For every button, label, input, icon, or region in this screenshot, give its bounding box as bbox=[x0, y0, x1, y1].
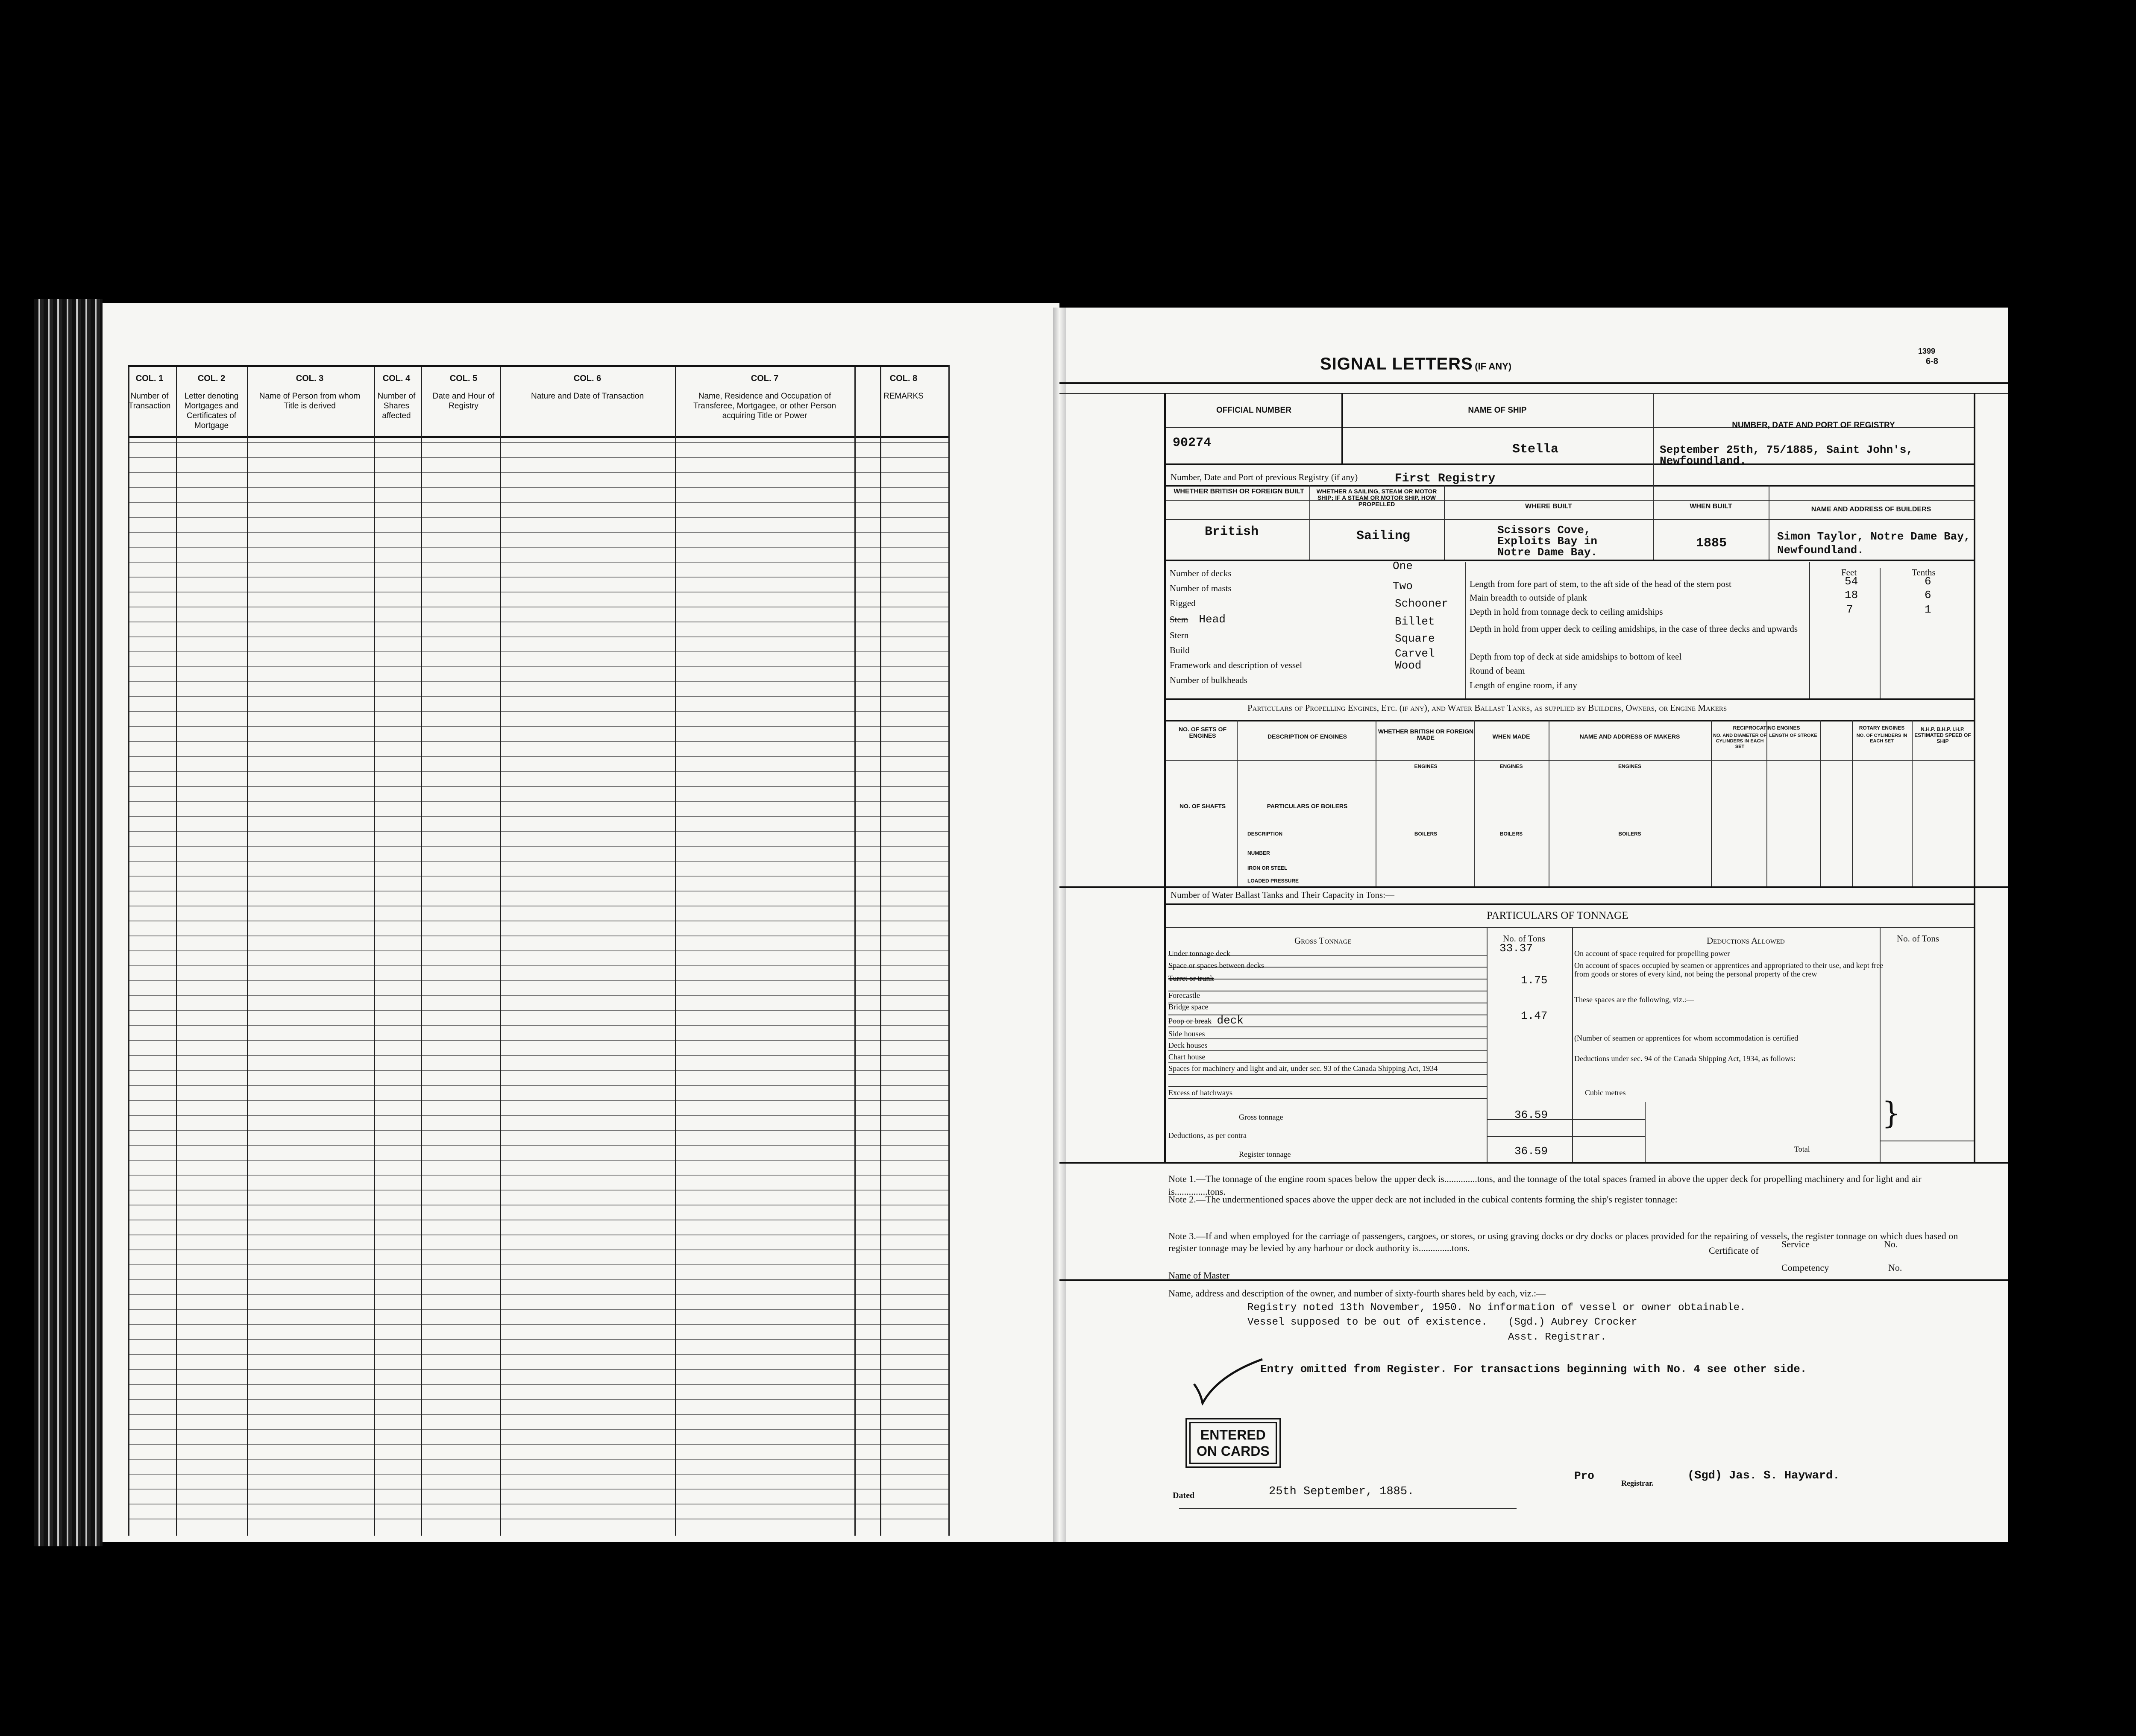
col7-header bbox=[679, 374, 850, 421]
col3-number: COL. 3 bbox=[296, 374, 324, 383]
deduction-seamen: On account of spaces occupied by seamen or apprentices and appropriated to their use, and kept free from goods or stores of every kind, not being the personal property of the crew bbox=[1574, 961, 1884, 978]
eng-boilers-title: PARTICULARS OF BOILERS bbox=[1267, 803, 1348, 809]
ledger-column-separator bbox=[880, 365, 881, 1536]
boiler-iron-steel: IRON OR STEEL bbox=[1247, 865, 1288, 871]
ledger-top-rule bbox=[128, 365, 948, 367]
ledger-ruled-line bbox=[128, 935, 948, 936]
col6-number: COL. 6 bbox=[573, 374, 601, 383]
form-horizontal-rule bbox=[1164, 500, 1974, 501]
gross-poop-label bbox=[1168, 1014, 1244, 1027]
ledger-ruled-line bbox=[128, 1264, 948, 1265]
gross-hatchways-label: Excess of hatchways bbox=[1168, 1088, 1232, 1097]
book-page-edges bbox=[34, 299, 103, 1546]
eng-engines-made: ENGINES bbox=[1414, 763, 1438, 769]
builders-header: NAME AND ADDRESS OF BUILDERS bbox=[1811, 506, 1931, 513]
where-built-value: Scissors Cove, Exploits Bay in Notre Dame Bay. bbox=[1497, 524, 1598, 559]
deduction-propelling: On account of space required for propelling power bbox=[1574, 949, 1730, 958]
ledger-ruled-line bbox=[128, 696, 948, 697]
gross-between-decks-label: Space or spaces between decks bbox=[1168, 961, 1264, 970]
british-foreign-header: WHETHER BRITISH OR FOREIGN BUILT bbox=[1174, 488, 1304, 495]
ledger-ruled-line bbox=[128, 876, 948, 877]
ledger-ruled-line bbox=[128, 1399, 948, 1400]
col8-header bbox=[861, 374, 946, 401]
col6-header bbox=[504, 374, 671, 401]
official-number-label: OFFICIAL NUMBER bbox=[1216, 406, 1291, 415]
form-vertical-rule bbox=[1164, 393, 1166, 1162]
ledger-ruled-line bbox=[128, 1040, 948, 1041]
form-horizontal-rule bbox=[1168, 1038, 1487, 1039]
col4-desc: Number of Shares affected bbox=[377, 392, 416, 420]
eng-boilers-when: BOILERS bbox=[1499, 831, 1523, 837]
deduction-cubic: Cubic metres bbox=[1585, 1088, 1626, 1097]
registry-label: NUMBER, DATE AND PORT OF REGISTRY bbox=[1732, 421, 1895, 430]
stem-label bbox=[1170, 613, 1226, 626]
ledger-column-separator bbox=[421, 365, 422, 1536]
owners-line-2: Vessel supposed to be out of existence. bbox=[1247, 1317, 1488, 1328]
ledger-ruled-line bbox=[128, 1279, 948, 1280]
ledger-ruled-line bbox=[128, 1100, 948, 1101]
gross-tonnage-value: 36.59 bbox=[1514, 1108, 1548, 1121]
form-vertical-rule bbox=[1852, 720, 1853, 886]
ledger-ruled-line bbox=[128, 487, 948, 488]
dim-depth-tenths: 1 bbox=[1925, 603, 1931, 616]
boiler-number: NUMBER bbox=[1247, 850, 1270, 856]
form-horizontal-rule bbox=[1179, 1508, 1517, 1509]
decks-label: Number of decks bbox=[1170, 568, 1232, 578]
form-vertical-rule bbox=[1820, 720, 1821, 886]
dim-length-feet: 54 bbox=[1845, 575, 1858, 588]
left-register-page bbox=[103, 303, 1059, 1542]
gross-forecastle-label: Forecastle bbox=[1168, 991, 1200, 1000]
eng-h-desc: DESCRIPTION OF ENGINES bbox=[1268, 733, 1347, 740]
form-horizontal-rule bbox=[1168, 1074, 1487, 1075]
build-value: Carvel bbox=[1395, 647, 1435, 660]
gross-poop-label-added: deck bbox=[1217, 1014, 1244, 1027]
entered-on-cards-stamp bbox=[1185, 1418, 1281, 1468]
form-vertical-rule bbox=[1474, 720, 1475, 886]
ledger-ruled-line bbox=[128, 532, 948, 533]
gross-bridge-label: Bridge space bbox=[1168, 1003, 1209, 1011]
owners-signature-title: Asst. Registrar. bbox=[1508, 1331, 1607, 1343]
deduction-spaces: These spaces are the following, viz.:— bbox=[1574, 995, 1694, 1004]
ledger-ruled-line bbox=[128, 1459, 948, 1460]
dim-depth-upper-label: Depth in hold from upper deck to ceiling amidships, in the case of three decks and upwards bbox=[1470, 624, 1798, 634]
col2-number: COL. 2 bbox=[197, 374, 226, 383]
form-vertical-rule bbox=[1809, 562, 1810, 698]
page-mark: 6-8 bbox=[1926, 357, 1938, 366]
ledger-ruled-line bbox=[128, 666, 948, 667]
name-of-ship-label: NAME OF SHIP bbox=[1468, 406, 1527, 415]
dim-round-beam-label: Round of beam bbox=[1470, 666, 1525, 676]
dim-engine-room-label: Length of engine room, if any bbox=[1470, 680, 1577, 690]
engines-title: Particulars of Propelling Engines, Etc. (if any), and Water Ballast Tanks, as supplied by Builders, Owners, or Engine Makers bbox=[1247, 703, 1727, 713]
col1-number: COL. 1 bbox=[135, 374, 164, 383]
builders-value: Simon Taylor, Notre Dame Bay, Newfoundland. bbox=[1777, 530, 1971, 557]
gross-poop-value: 1.47 bbox=[1521, 1009, 1548, 1022]
ledger-ruled-line bbox=[128, 547, 948, 548]
deduction-certified: (Number of seamen or apprentices for whom accommodation is certified bbox=[1574, 1034, 1799, 1042]
where-built-header: WHERE BUILT bbox=[1525, 503, 1572, 510]
form-vertical-rule bbox=[1237, 720, 1238, 886]
register-tonnage-value: 36.59 bbox=[1514, 1145, 1548, 1158]
ledger-ruled-line bbox=[128, 771, 948, 772]
ledger-ruled-line bbox=[128, 950, 948, 951]
gross-chart-house-label: Chart house bbox=[1168, 1053, 1206, 1061]
ledger-ruled-line bbox=[128, 1384, 948, 1385]
col1-header bbox=[128, 374, 171, 411]
ledger-ruled-line bbox=[128, 965, 948, 966]
form-horizontal-rule bbox=[1487, 1136, 1645, 1137]
ledger-ruled-line bbox=[128, 1414, 948, 1415]
form-horizontal-rule bbox=[1059, 1162, 2008, 1164]
ledger-ruled-line bbox=[128, 801, 948, 802]
ledger-ruled-line bbox=[128, 681, 948, 682]
form-vertical-rule bbox=[1711, 720, 1712, 886]
when-built-header: WHEN BUILT bbox=[1690, 503, 1732, 510]
propulsion-value: Sailing bbox=[1356, 529, 1411, 543]
rigged-value: Schooner bbox=[1395, 597, 1448, 610]
signal-letters-note: (IF ANY) bbox=[1475, 361, 1512, 372]
col3-desc: Name of Person from whom Title is derived bbox=[259, 392, 361, 411]
gross-poop-label-struck: Poop or break bbox=[1168, 1017, 1212, 1025]
eng-engines-when: ENGINES bbox=[1499, 763, 1523, 769]
form-horizontal-rule bbox=[1164, 560, 1974, 561]
form-vertical-rule bbox=[1341, 393, 1343, 463]
rigged-label: Rigged bbox=[1170, 598, 1196, 608]
ledger-ruled-line bbox=[128, 756, 948, 757]
form-vertical-rule bbox=[1912, 720, 1913, 886]
water-ballast-label: Number of Water Ballast Tanks and Their Capacity in Tons:— bbox=[1171, 890, 1394, 900]
deductions-brace: } bbox=[1882, 1096, 1901, 1131]
form-vertical-rule bbox=[1572, 927, 1573, 1162]
ledger-ruled-line bbox=[128, 816, 948, 817]
form-horizontal-rule bbox=[1168, 1086, 1487, 1087]
ledger-ruled-line bbox=[128, 517, 948, 518]
form-horizontal-rule bbox=[1487, 1119, 1645, 1120]
ledger-ruled-line bbox=[128, 1055, 948, 1056]
page-number: 1399 bbox=[1918, 347, 1936, 355]
col7-desc: Name, Residence and Occupation of Transferee, Mortgagee, or other Person acquiring Title or Power bbox=[693, 392, 836, 420]
framework-value: Wood bbox=[1395, 659, 1422, 672]
ledger-ruled-line bbox=[128, 1294, 948, 1295]
ledger-ruled-line bbox=[128, 1010, 948, 1011]
ledger-ruled-line bbox=[128, 1115, 948, 1116]
dim-depth-label: Depth in hold from tonnage deck to ceiling amidships bbox=[1470, 607, 1663, 617]
gross-machinery-label: Spaces for machinery and light and air, under sec. 93 of the Canada Shipping Act, 1934 bbox=[1168, 1064, 1438, 1073]
dim-breadth-tenths: 6 bbox=[1925, 589, 1931, 601]
form-vertical-rule bbox=[1974, 393, 1975, 1162]
col6-desc: Nature and Date of Transaction bbox=[531, 392, 644, 401]
previous-registry-label: Number, Date and Port of previous Registry (if any) bbox=[1171, 472, 1358, 482]
propulsion-header: WHETHER A SAILING, STEAM OR MOTOR SHIP; IF A STEAM OR MOTOR SHIP, HOW PROPELLED bbox=[1316, 488, 1437, 507]
certificate-service-label: Service bbox=[1781, 1239, 1810, 1249]
ledger-column-separator bbox=[374, 365, 375, 1536]
certificate-of-label: Certificate of bbox=[1709, 1245, 1759, 1256]
form-horizontal-rule bbox=[1164, 485, 1974, 487]
ledger-ruled-line bbox=[128, 577, 948, 578]
ledger-ruled-line bbox=[128, 651, 948, 652]
eng-boilers-makers: BOILERS bbox=[1618, 831, 1641, 837]
ledger-ruled-line bbox=[128, 741, 948, 742]
form-vertical-rule bbox=[1444, 485, 1445, 560]
dim-length-tenths: 6 bbox=[1925, 575, 1931, 588]
form-horizontal-rule bbox=[1164, 927, 1974, 928]
eng-sub-stroke: LENGTH OF STROKE bbox=[1769, 733, 1817, 738]
col5-header bbox=[425, 374, 502, 411]
form-horizontal-rule bbox=[1164, 519, 1974, 520]
ledger-ruled-line bbox=[128, 442, 948, 443]
when-built-value: 1885 bbox=[1696, 536, 1727, 551]
form-horizontal-rule bbox=[1164, 903, 1974, 905]
dim-length-label: Length from fore part of stem, to the aft side of the head of the stern post bbox=[1470, 579, 1731, 589]
eng-boilers-made: BOILERS bbox=[1414, 831, 1438, 837]
col8-desc: REMARKS bbox=[883, 392, 924, 401]
col3-header bbox=[252, 374, 367, 411]
ledger-ruled-line bbox=[128, 711, 948, 712]
eng-h-power: N.H.P. B.H.P. I.H.P. ESTIMATED SPEED OF SHIP bbox=[1914, 726, 1971, 744]
dim-depth-keel-label: Depth from top of deck at side amidships to bottom of keel bbox=[1470, 651, 1682, 662]
entry-omitted-note: Entry omitted from Register. For transactions beginning with No. 4 see other side. bbox=[1260, 1363, 1807, 1375]
ledger-header-rule bbox=[128, 436, 948, 438]
eng-h-makers: NAME AND ADDRESS OF MAKERS bbox=[1579, 733, 1680, 740]
ledger-ruled-line bbox=[128, 1309, 948, 1310]
ledger-ruled-line bbox=[128, 502, 948, 503]
deductions-header: Deductions Allowed bbox=[1707, 935, 1785, 946]
registrar-label: Registrar. bbox=[1621, 1479, 1654, 1487]
eng-shafts: NO. OF SHAFTS bbox=[1179, 803, 1226, 809]
deduction-total: Total bbox=[1794, 1145, 1810, 1153]
ledger-ruled-line bbox=[128, 1489, 948, 1490]
book-spine bbox=[1053, 308, 1066, 1542]
dim-depth-feet: 7 bbox=[1846, 603, 1853, 616]
framework-label: Framework and description of vessel bbox=[1170, 660, 1303, 670]
form-vertical-rule bbox=[1465, 562, 1466, 698]
gross-turret-value: 1.75 bbox=[1521, 974, 1548, 987]
feet-header: Feet bbox=[1841, 567, 1857, 578]
pro-label: Pro bbox=[1574, 1469, 1594, 1482]
gross-tonnage-header: Gross Tonnage bbox=[1294, 935, 1352, 946]
form-horizontal-rule bbox=[1164, 698, 1974, 700]
form-vertical-rule bbox=[1487, 927, 1488, 1162]
eng-h-made: WHETHER BRITISH OR FOREIGN MADE bbox=[1378, 728, 1474, 741]
checkmark-icon bbox=[1192, 1358, 1265, 1405]
tons-header: No. of Tons bbox=[1503, 933, 1546, 944]
form-horizontal-rule bbox=[1059, 886, 2008, 888]
owners-signature: (Sgd.) Aubrey Crocker bbox=[1508, 1317, 1637, 1328]
ledger-column-separator bbox=[854, 365, 856, 1536]
stern-label: Stern bbox=[1170, 630, 1189, 640]
dim-breadth-label: Main breadth to outside of plank bbox=[1470, 592, 1587, 603]
col4-number: COL. 4 bbox=[382, 374, 411, 383]
decks-value: One bbox=[1393, 560, 1413, 572]
registry-value: September 25th, 75/1885, Saint John's, Newfoundland. bbox=[1660, 443, 1913, 467]
gross-turret-label: Turret or trunk bbox=[1168, 974, 1214, 982]
ledger-ruled-line bbox=[128, 1429, 948, 1430]
ledger-ruled-line bbox=[128, 1324, 948, 1325]
ledger-ruled-line bbox=[128, 1354, 948, 1355]
gross-tonnage-label: Gross tonnage bbox=[1239, 1113, 1283, 1121]
masts-label: Number of masts bbox=[1170, 583, 1232, 593]
ship-name: Stella bbox=[1512, 442, 1559, 457]
ledger-ruled-line bbox=[128, 1145, 948, 1146]
ledger-column-separator bbox=[176, 365, 177, 1536]
stem-label-struck: Stem bbox=[1170, 614, 1188, 625]
build-label: Build bbox=[1170, 645, 1190, 655]
eng-h-rotary: ROTARY ENGINES bbox=[1859, 725, 1905, 731]
dim-breadth-feet: 18 bbox=[1845, 589, 1858, 601]
ledger-ruled-line bbox=[128, 786, 948, 787]
eng-h-reciprocating: RECIPROCATING ENGINES bbox=[1733, 725, 1800, 731]
col7-number: COL. 7 bbox=[751, 374, 779, 383]
note-2: Note 2.—The undermentioned spaces above the upper deck are not included in the cubical contents forming the ship's register tonnage: bbox=[1168, 1194, 1678, 1205]
col1-desc: Number of Transaction bbox=[128, 392, 171, 411]
eng-h-when: WHEN MADE bbox=[1492, 733, 1530, 740]
form-horizontal-rule bbox=[1168, 1050, 1487, 1051]
ledger-ruled-line bbox=[128, 1249, 948, 1250]
ledger-ruled-line bbox=[128, 1025, 948, 1026]
gross-under-deck-label: Under tonnage deck bbox=[1168, 949, 1230, 958]
stamp-line-2: ON CARDS bbox=[1197, 1443, 1270, 1459]
form-vertical-rule bbox=[1645, 1102, 1646, 1162]
ledger-ruled-line bbox=[128, 1474, 948, 1475]
certificate-competency-label: Competency bbox=[1781, 1262, 1829, 1273]
form-vertical-rule bbox=[1880, 568, 1881, 698]
eng-sub-rotary-cyl: NO. OF CYLINDERS IN EACH SET bbox=[1856, 733, 1907, 744]
form-horizontal-rule bbox=[1168, 1098, 1487, 1099]
ledger-column-separator bbox=[675, 365, 676, 1536]
ledger-ruled-line bbox=[128, 861, 948, 862]
ledger-ruled-line bbox=[128, 831, 948, 832]
registrar-value: (Sgd) Jas. S. Hayward. bbox=[1687, 1469, 1840, 1482]
ledger-column-separator bbox=[500, 365, 501, 1536]
official-number: 90274 bbox=[1173, 436, 1212, 450]
stern-value: Square bbox=[1395, 632, 1435, 645]
col5-desc: Date and Hour of Registry bbox=[432, 392, 495, 411]
master-label: Name of Master bbox=[1168, 1270, 1229, 1281]
stem-value: Billet bbox=[1395, 615, 1435, 628]
register-tonnage-label: Register tonnage bbox=[1239, 1150, 1291, 1158]
boiler-description: DESCRIPTION bbox=[1247, 831, 1283, 837]
british-foreign-value: British bbox=[1205, 525, 1259, 539]
signal-letters-label: SIGNAL LETTERS bbox=[1320, 355, 1473, 373]
ledger-ruled-line bbox=[128, 1339, 948, 1340]
form-vertical-rule bbox=[1766, 720, 1767, 886]
stamp-line-1: ENTERED bbox=[1200, 1427, 1266, 1443]
certificate-competency-no: No. bbox=[1888, 1262, 1902, 1273]
ledger-ruled-line bbox=[128, 1190, 948, 1191]
ledger-ruled-line bbox=[128, 1444, 948, 1445]
tons-header-right: No. of Tons bbox=[1897, 933, 1939, 944]
col8-number: COL. 8 bbox=[889, 374, 918, 383]
tenths-header: Tenths bbox=[1912, 567, 1936, 578]
eng-h-sets: NO. OF SETS OF ENGINES bbox=[1178, 726, 1226, 739]
gross-side-houses-label: Side houses bbox=[1168, 1029, 1205, 1038]
form-horizontal-rule bbox=[1168, 1062, 1487, 1063]
dated-label: Dated bbox=[1173, 1491, 1195, 1500]
gross-deck-houses-label: Deck houses bbox=[1168, 1041, 1208, 1050]
ledger-ruled-line bbox=[128, 636, 948, 637]
form-vertical-rule bbox=[1653, 393, 1654, 560]
bulkheads-label: Number of bulkheads bbox=[1170, 675, 1247, 685]
col2-header bbox=[177, 374, 246, 431]
eng-sub-cylinders: NO. AND DIAMETER OF CYLINDERS IN EACH SET bbox=[1713, 733, 1766, 749]
note-3: Note 3.—If and when employed for the carriage of passengers, cargoes, or stores, or using graving docks or dry docks or places provided for the repairing of vessels, the register tonnage on which dues based on register tonnage may be levied by any harbour or dock authority is..............tons. bbox=[1168, 1231, 1958, 1253]
col4-header bbox=[375, 374, 418, 421]
ledger-ruled-line bbox=[128, 846, 948, 847]
ledger-ruled-line bbox=[128, 1369, 948, 1370]
gross-under-deck-value: 33.37 bbox=[1499, 942, 1533, 955]
ledger-ruled-line bbox=[128, 1070, 948, 1071]
eng-engines-makers: ENGINES bbox=[1618, 763, 1641, 769]
ledger-ruled-line bbox=[128, 1085, 948, 1086]
ledger-ruled-line bbox=[128, 1130, 948, 1131]
stem-label-added: Head bbox=[1199, 613, 1226, 626]
deductions-contra-label: Deductions, as per contra bbox=[1168, 1131, 1247, 1140]
ledger-ruled-line bbox=[128, 562, 948, 563]
tonnage-title: PARTICULARS OF TONNAGE bbox=[1487, 910, 1628, 921]
col5-number: COL. 5 bbox=[449, 374, 478, 383]
ledger-column-separator bbox=[247, 365, 248, 1536]
owners-line-1: Registry noted 13th November, 1950. No information of vessel or owner obtainable. bbox=[1247, 1302, 1746, 1314]
ledger-column-separator bbox=[948, 365, 950, 1536]
form-horizontal-rule bbox=[1059, 393, 2008, 394]
certificate-service-no: No. bbox=[1884, 1239, 1898, 1249]
ledger-ruled-line bbox=[128, 457, 948, 458]
ledger-ruled-line bbox=[128, 1175, 948, 1176]
col2-desc: Letter denoting Mortgages and Certificates of Mortgage bbox=[184, 392, 239, 430]
owners-label: Name, address and description of the owner, and number of sixty-fourth shares held by each, viz.:— bbox=[1168, 1288, 1546, 1299]
previous-registry: First Registry bbox=[1395, 472, 1496, 485]
form-horizontal-rule bbox=[1059, 382, 2008, 384]
ledger-ruled-line bbox=[128, 980, 948, 981]
signal-letters-title bbox=[1320, 355, 1511, 374]
ledger-ruled-line bbox=[128, 726, 948, 727]
masts-value: Two bbox=[1393, 580, 1413, 592]
ledger-column-separator bbox=[128, 365, 129, 1536]
ledger-ruled-line bbox=[128, 472, 948, 473]
note-1: Note 1.—The tonnage of the engine room spaces below the upper deck is..............tons, and the tonnage of the total spaces framed in above the upper deck for propelling machinery and for light and air is..............tons. bbox=[1168, 1173, 1922, 1197]
dated-value: 25th September, 1885. bbox=[1269, 1485, 1414, 1498]
boiler-pressure: LOADED PRESSURE bbox=[1247, 878, 1299, 884]
deduction-sec94: Deductions under sec. 94 of the Canada Shipping Act, 1934, as follows: bbox=[1574, 1054, 1796, 1063]
ledger-ruled-line bbox=[128, 995, 948, 996]
ledger-ruled-line bbox=[128, 1160, 948, 1161]
